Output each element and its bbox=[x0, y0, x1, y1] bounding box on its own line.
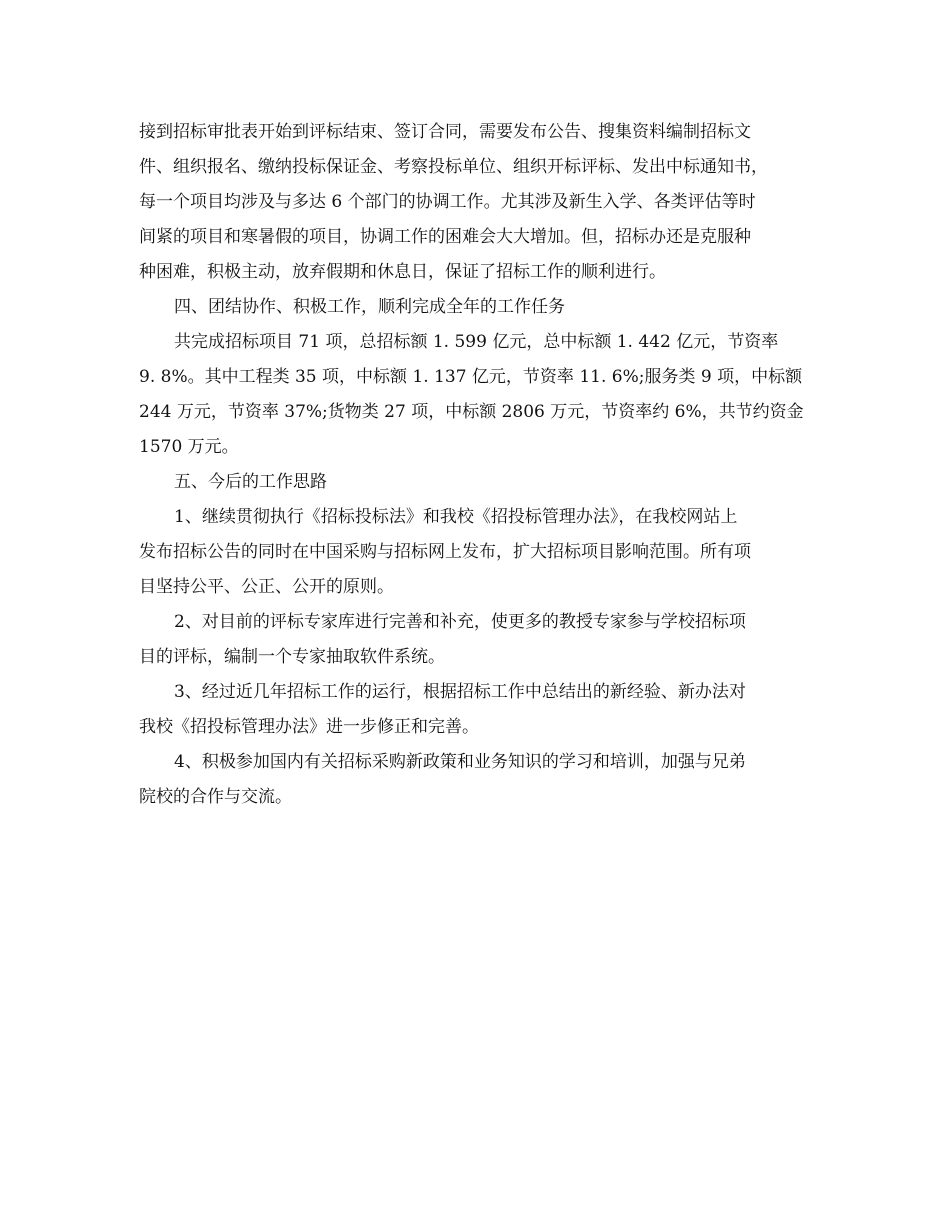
list-item-line: 1、继续贯彻执行《招标投标法》和我校《招投标管理办法》，在我校网站上 bbox=[174, 507, 738, 527]
text-line: 院校的合作与交流。 bbox=[139, 787, 292, 807]
text-line: 每一个项目均涉及与多达 6 个部门的协调工作。尤其涉及新生入学、各类评估等时 bbox=[139, 192, 756, 212]
text-line: 我校《招投标管理办法》进一步修正和完善。 bbox=[139, 717, 479, 737]
list-item-line: 3、经过近几年招标工作的运行，根据招标工作中总结出的新经验、新办法对 bbox=[174, 682, 746, 702]
section-heading: 四、团结协作、积极工作，顺利完成全年的工作任务 bbox=[174, 297, 565, 317]
text-line: 件、组织报名、缴纳投标保证金、考察投标单位、组织开标评标、发出中标通知书， bbox=[139, 157, 768, 177]
text-line: 目的评标，编制一个专家抽取软件系统。 bbox=[139, 647, 445, 667]
text-line: 共完成招标项目 71 项，总招标额 1. 599 亿元，总中标额 1. 442 亿元，节资率 bbox=[174, 332, 779, 352]
text-line: 种困难，积极主动，放弃假期和休息日，保证了招标工作的顺利进行。 bbox=[139, 262, 666, 282]
text-line: 间紧的项目和寒暑假的项目，协调工作的困难会大大增加。但，招标办还是克服种 bbox=[139, 227, 751, 247]
section-heading: 五、今后的工作思路 bbox=[174, 472, 327, 492]
text-line: 1570 万元。 bbox=[139, 437, 239, 457]
text-line: 244 万元，节资率 37%;货物类 27 项，中标额 2806 万元，节资率约 6%，共节约资金 bbox=[139, 402, 804, 422]
text-line: 接到招标审批表开始到评标结束、签订合同，需要发布公告、搜集资料编制招标文 bbox=[139, 122, 751, 142]
text-line: 目坚持公平、公正、公开的原则。 bbox=[139, 577, 394, 597]
text-line: 9. 8%。其中工程类 35 项，中标额 1. 137 亿元，节资率 11. 6%;服务类 9 项，中标额 bbox=[139, 367, 803, 387]
text-line: 发布招标公告的同时在中国采购与招标网上发布，扩大招标项目影响范围。所有项 bbox=[139, 542, 751, 562]
list-item-line: 4、积极参加国内有关招标采购新政策和业务知识的学习和培训，加强与兄弟 bbox=[174, 752, 746, 772]
list-item-line: 2、对目前的评标专家库进行完善和补充，使更多的教授专家参与学校招标项 bbox=[174, 612, 746, 632]
document-body bbox=[139, 115, 819, 815]
